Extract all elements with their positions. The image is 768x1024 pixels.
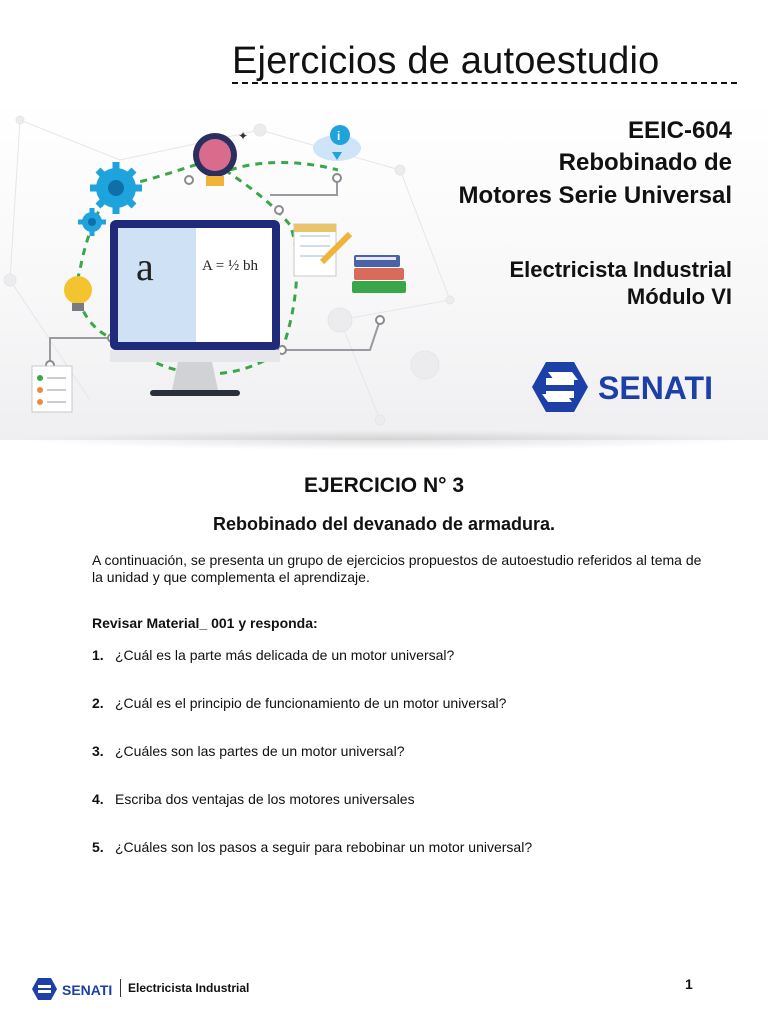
question-item [92,743,404,759]
question-text: ¿Cuáles son las partes de un motor universal? [115,743,405,759]
books-icon [352,255,406,293]
question-item [92,647,454,663]
footer-divider [120,979,121,997]
question-text: ¿Cuál es la parte más delicada de un motor universal? [115,647,455,663]
svg-text:i: i [337,129,341,143]
footer-brand: SENATI [62,982,113,998]
checklist-icon [32,366,72,412]
question-number: 3. [92,743,104,759]
career-name: Electricista Industrial [509,257,732,282]
question-item [92,695,506,711]
question-number: 4. [92,791,104,807]
course-name-line2: Motores Serie Universal [458,182,732,209]
intro-paragraph: A continuación, se presenta un grupo de ejercicios propuestos de autoestudio referidos al tema de la unidad y que complementa el aprendizaje. [92,552,702,585]
svg-text:A = ½ bh: A = ½ bh [202,258,258,274]
svg-text:✦: ✦ [238,129,249,143]
question-number: 2. [92,695,104,711]
question-text: ¿Cuál es el principio de funcionamiento de un motor universal? [115,695,507,711]
senati-wordmark: SENATI [598,370,713,406]
question-item [92,839,532,855]
lightbulb-icon [64,276,92,311]
exercise-heading: EJERCICIO N° 3 [303,474,465,497]
instruction-text: Revisar Material_ 001 y responda: [92,615,318,631]
footer-senati-logo [32,977,122,1001]
small-gear-icon [78,208,106,236]
gear-icon [90,162,142,214]
question-text: ¿Cuáles son los pasos a seguir para rebobinar un motor universal? [115,839,533,855]
question-text: Escriba dos ventajas de los motores universales [115,791,415,807]
question-item [92,791,415,807]
module-label: Módulo VI [626,284,732,309]
question-number: 1. [92,647,104,663]
e-learning-illustration [0,100,460,440]
exercise-subtitle: Rebobinado del devanado de armadura. [212,514,556,534]
footer-label: Electricista Industrial [128,981,250,995]
svg-text:a: a [136,244,154,289]
course-name-line1: Rebobinado de [558,149,732,176]
document-title: Ejercicios de autoestudio [232,40,660,82]
senati-logo [532,360,732,414]
brain-lightbulb-icon [193,129,248,186]
cloud-info-icon [313,125,361,161]
page-number: 1 [685,976,693,992]
title-underline [232,82,737,84]
course-code: EEIC-604 [627,117,732,144]
notepad-pencil-icon [294,224,350,276]
question-number: 5. [92,839,104,855]
monitor-icon [110,220,280,396]
